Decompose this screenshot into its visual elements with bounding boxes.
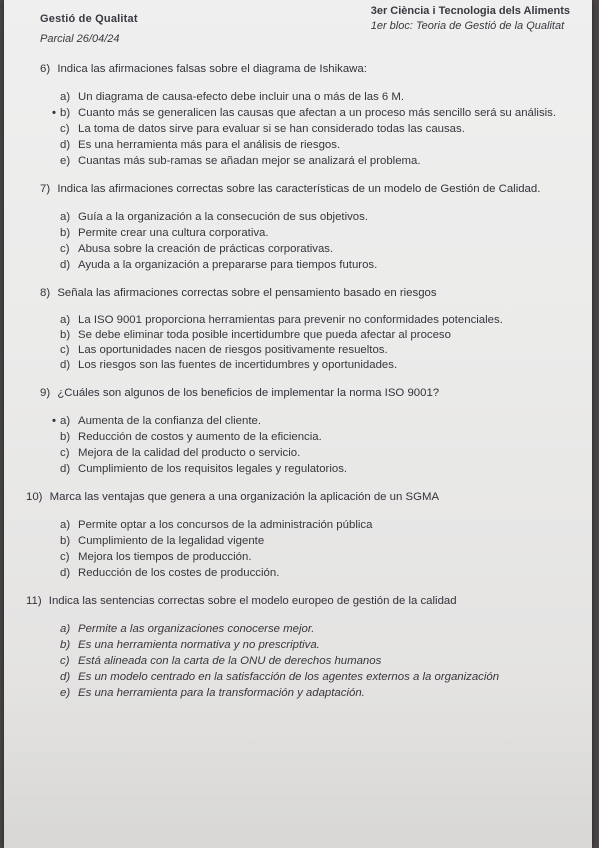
question-10 [26, 490, 581, 580]
question-8 [26, 286, 581, 372]
questions-list [26, 62, 581, 714]
option-letter: b) [60, 227, 71, 239]
course-title: 3er Ciència i Tecnologia dels Aliments [370, 5, 570, 17]
question-number: 10) [26, 491, 43, 503]
option-c[interactable] [26, 654, 581, 668]
option-letter: d) [60, 359, 71, 371]
option-text: Cuanto más se generalicen las causas que afectan a un proceso más sencillo será su análisis. [78, 107, 557, 119]
option-text: Es un modelo centrado en la satisfacción de los agentes externos a la organización [78, 671, 500, 683]
option-d[interactable] [26, 138, 581, 152]
option-e[interactable] [26, 686, 581, 700]
option-letter: d) [60, 259, 71, 271]
option-c[interactable] [26, 446, 581, 460]
option-d[interactable] [26, 670, 581, 684]
option-letter: a) [60, 211, 71, 223]
option-b[interactable] [26, 638, 581, 652]
option-text: Un diagrama de causa-efecto debe incluir una o más de las 6 M. [78, 91, 405, 103]
option-a[interactable] [26, 414, 581, 428]
option-letter: a) [60, 623, 71, 635]
exam-date: Parcial 26/04/24 [40, 33, 120, 45]
option-letter: b) [60, 639, 71, 651]
option-letter: c) [60, 243, 70, 255]
option-letter: b) [60, 535, 71, 547]
option-text: Aumenta de la confianza del cliente. [78, 415, 262, 427]
option-letter: b) [60, 329, 71, 341]
option-letter: c) [60, 344, 70, 356]
option-e[interactable] [26, 154, 581, 168]
option-text: Es una herramienta más para el análisis de riesgos. [78, 139, 341, 151]
option-letter: c) [60, 123, 70, 135]
block-title: 1er bloc: Teoria de Gestió de la Qualitat [370, 20, 565, 32]
option-letter: e) [60, 687, 71, 699]
option-text: Es una herramienta normativa y no prescriptiva. [78, 639, 320, 651]
option-text: Cumplimiento de los requisitos legales y regulatorios. [78, 463, 348, 475]
option-text: Reducción de costos y aumento de la eficiencia. [78, 431, 322, 443]
question-9 [26, 386, 581, 476]
option-letter: c) [60, 655, 70, 667]
option-c[interactable] [26, 122, 581, 136]
option-letter: d) [60, 671, 71, 683]
option-text: La toma de datos sirve para evaluar si se han considerado todas las causas. [78, 123, 465, 135]
option-b[interactable] [26, 226, 581, 240]
option-c[interactable] [26, 550, 581, 564]
option-b[interactable] [26, 329, 581, 342]
option-letter: d) [60, 567, 71, 579]
option-text: Mejora los tiempos de producción. [78, 551, 252, 563]
option-text: Permite crear una cultura corporativa. [78, 227, 269, 239]
option-text: La ISO 9001 proporciona herramientas para prevenir no conformidades potenciales. [78, 314, 503, 326]
exam-sheet [4, 0, 592, 848]
option-text: Reducción de los costes de producción. [78, 567, 280, 579]
option-text: Cuantas más sub-ramas se añadan mejor se analizará el problema. [78, 155, 421, 167]
question-text: Indica las sentencias correctas sobre el modelo europeo de gestión de la calidad [48, 595, 457, 607]
question-7 [26, 182, 581, 272]
option-letter: a) [60, 415, 71, 427]
option-text: Ayuda a la organización a prepararse para tiempos futuros. [78, 259, 378, 271]
question-text: Señala las afirmaciones correctas sobre el pensamiento basado en riesgos [57, 287, 437, 299]
option-letter: c) [60, 447, 70, 459]
option-b[interactable] [26, 106, 581, 120]
option-d[interactable] [26, 462, 581, 476]
option-text: Está alineada con la carta de la ONU de derechos humanos [78, 655, 382, 667]
option-d[interactable] [26, 258, 581, 272]
option-text: Permite optar a los concursos de la administración pública [78, 519, 373, 531]
option-a[interactable] [26, 518, 581, 532]
subject-title: Gestió de Qualitat [40, 13, 138, 25]
option-letter: e) [60, 155, 71, 167]
option-letter: d) [60, 463, 71, 475]
question-number: 9) [40, 387, 51, 399]
option-a[interactable] [26, 314, 581, 327]
option-text: Permite a las organizaciones conocerse mejor. [78, 623, 315, 635]
question-text: Indica las afirmaciones falsas sobre el diagrama de Ishikawa: [57, 63, 367, 75]
question-text: ¿Cuáles son algunos de los beneficios de implementar la norma ISO 9001? [57, 387, 440, 399]
option-letter: a) [60, 91, 71, 103]
option-c[interactable] [26, 242, 581, 256]
option-text: Es una herramienta para la transformación y adaptación. [78, 687, 365, 699]
option-text: Las oportunidades nacen de riesgos positivamente resueltos. [78, 344, 388, 356]
option-c[interactable] [26, 344, 581, 357]
option-b[interactable] [26, 430, 581, 444]
question-11 [26, 594, 581, 700]
option-letter: d) [60, 139, 71, 151]
option-b[interactable] [26, 534, 581, 548]
question-number: 7) [40, 183, 51, 195]
option-text: Los riesgos son las fuentes de incertidumbres y oportunidades. [78, 359, 398, 371]
question-text: Marca las ventajas que genera a una organización la aplicación de un SGMA [49, 491, 440, 503]
option-text: Cumplimiento de la legalidad vigente [78, 535, 265, 547]
header-left [40, 12, 138, 47]
header-right [371, 4, 570, 34]
option-letter: c) [60, 551, 70, 563]
question-6 [26, 62, 581, 168]
option-text: Mejora de la calidad del producto o servicio. [78, 447, 301, 459]
option-letter: b) [60, 107, 71, 119]
question-text: Indica las afirmaciones correctas sobre las características de un modelo de Gestión de Calidad. [57, 183, 541, 195]
question-number: 11) [26, 595, 42, 607]
option-text: Se debe eliminar toda posible incertidumbre que pueda afectar al proceso [78, 329, 451, 341]
option-a[interactable] [26, 622, 581, 636]
option-text: Guía a la organización a la consecución de sus objetivos. [78, 211, 369, 223]
option-letter: a) [60, 519, 71, 531]
option-a[interactable] [26, 210, 581, 224]
option-letter: a) [60, 314, 71, 326]
option-text: Abusa sobre la creación de prácticas corporativas. [78, 243, 334, 255]
option-a[interactable] [26, 90, 581, 104]
option-letter: b) [60, 431, 71, 443]
question-number: 6) [40, 63, 51, 75]
selection-mark: • [52, 415, 56, 427]
selection-mark: • [52, 107, 56, 119]
option-d[interactable] [26, 566, 581, 580]
option-d[interactable] [26, 359, 581, 372]
question-number: 8) [40, 287, 51, 299]
